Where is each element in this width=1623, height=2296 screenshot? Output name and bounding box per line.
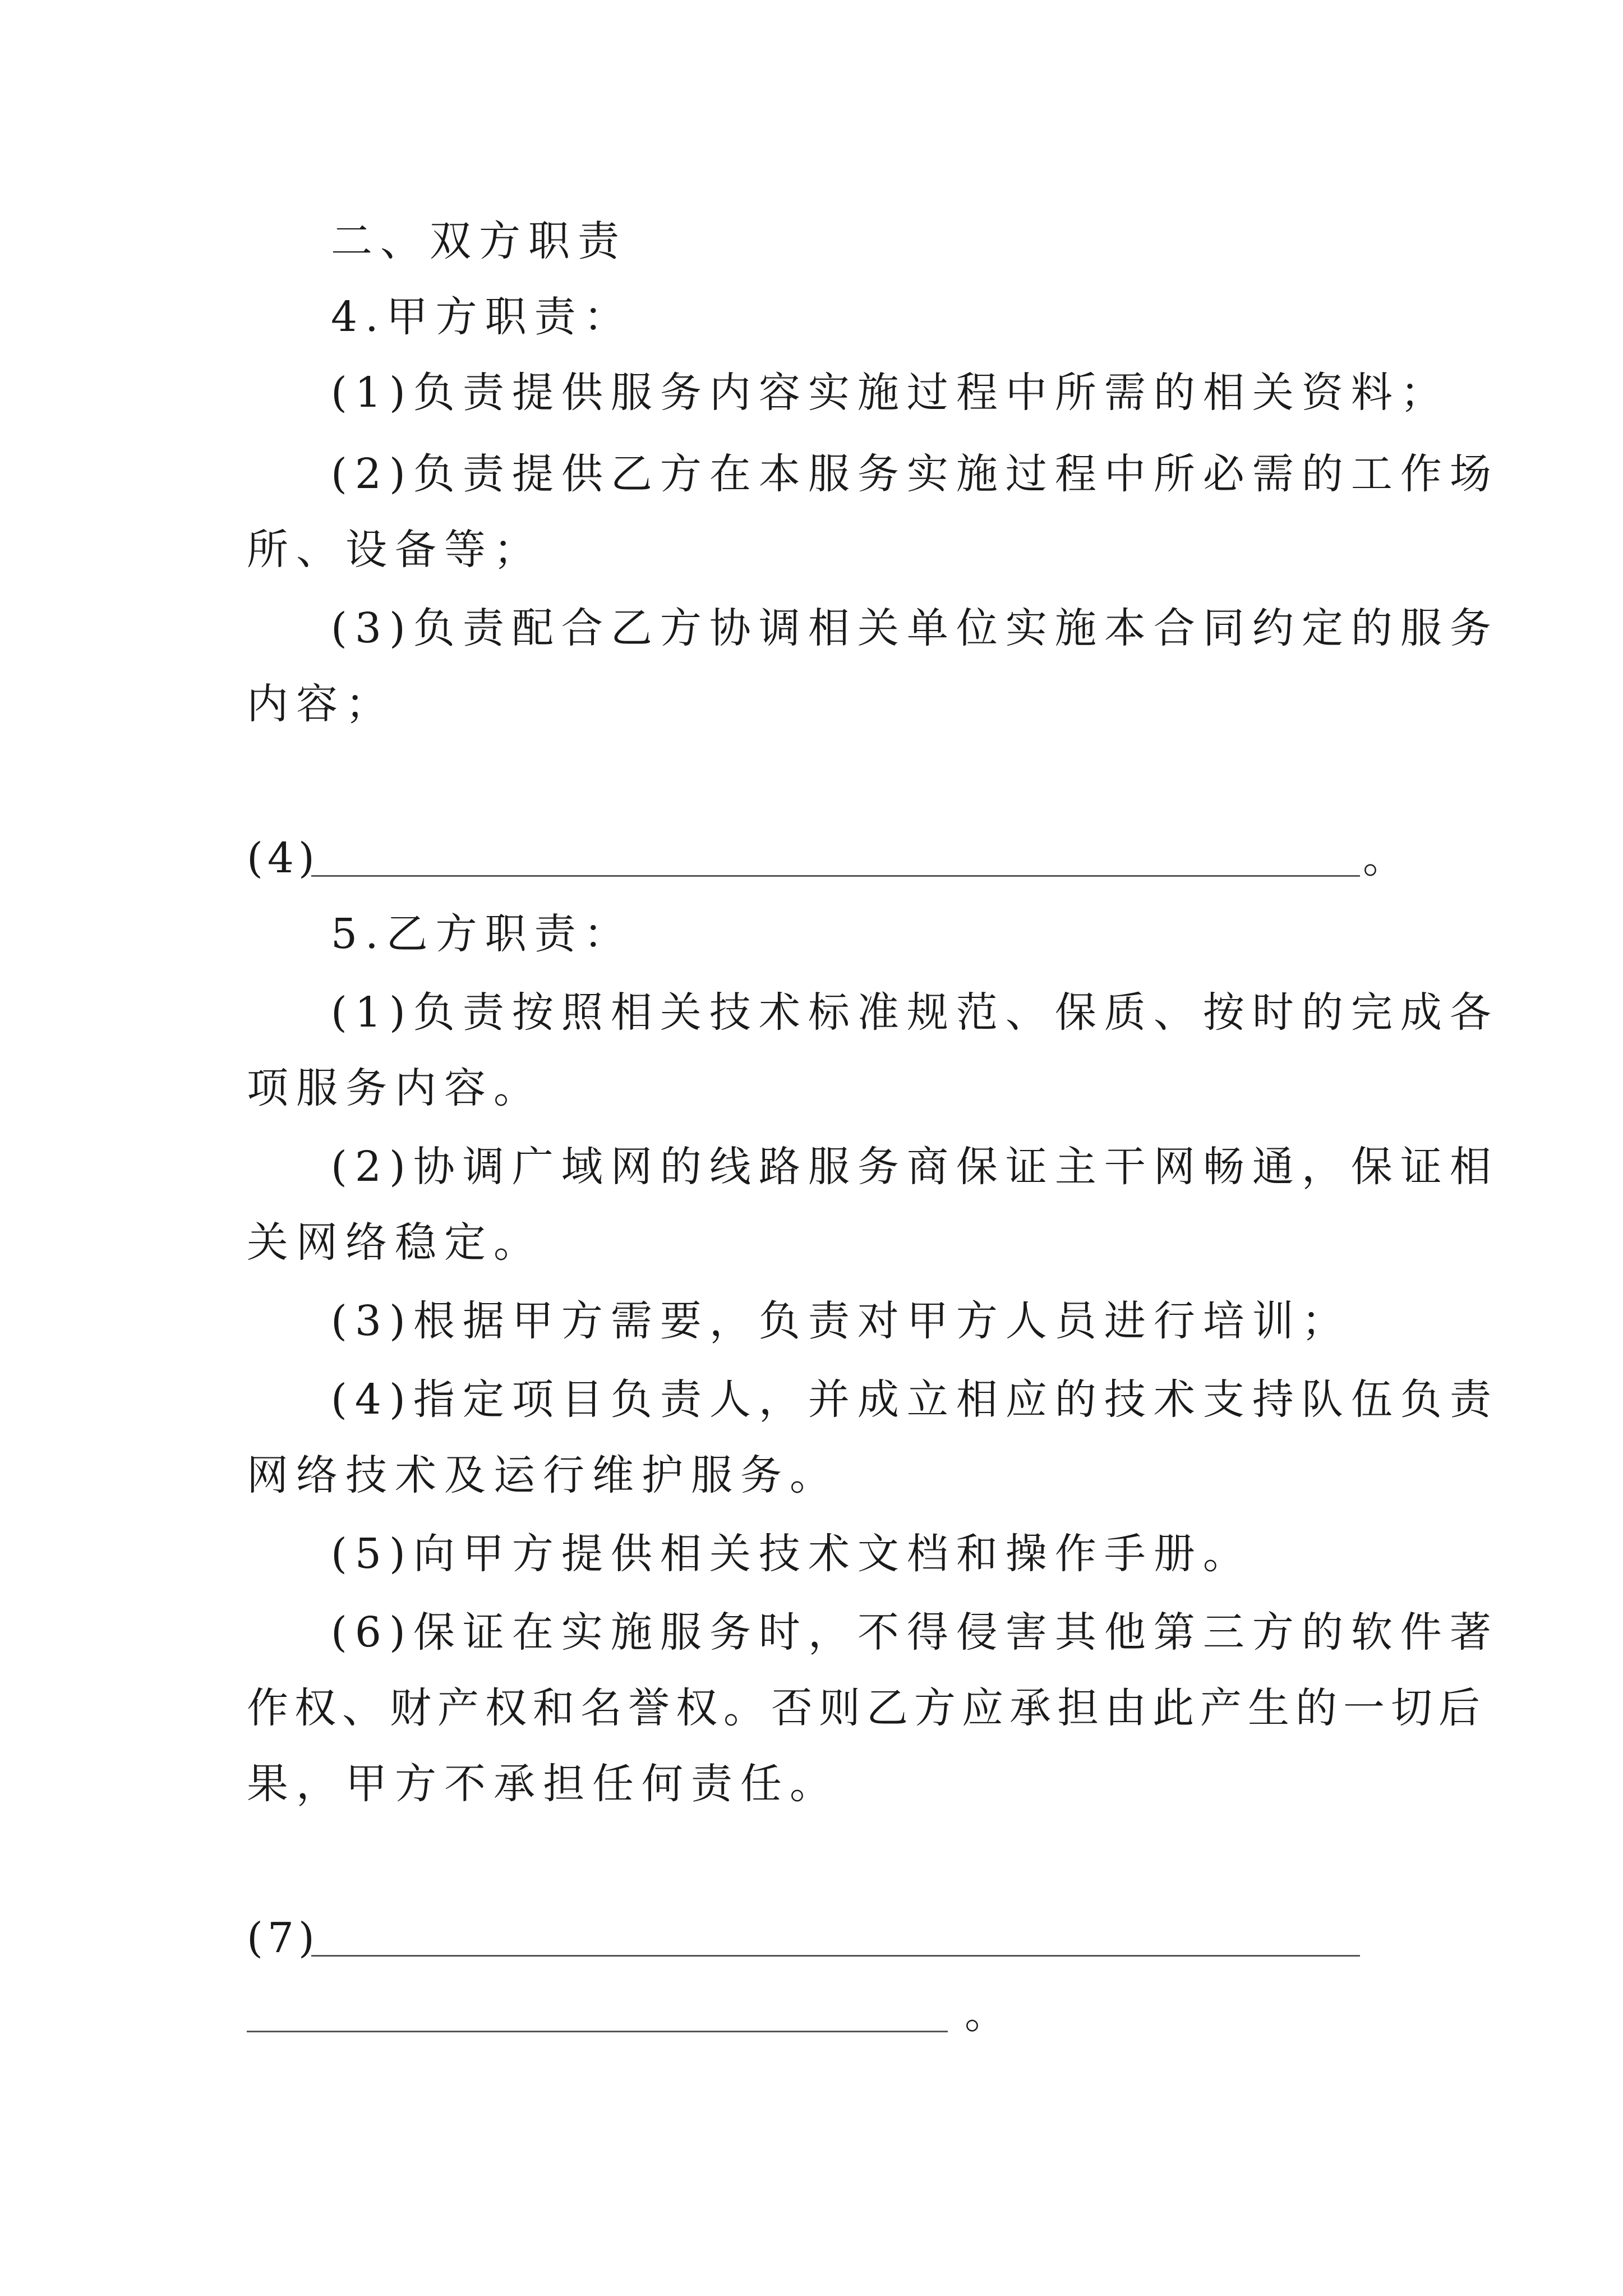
section-title: 二、双方职责 (331, 217, 627, 265)
party-b-item-2: (2)协调广域网的线路服务商保证主干网畅通，保证相 (331, 1143, 1499, 1191)
party-b-blank-end: 。 (965, 1990, 1006, 2038)
party-a-heading: 4.甲方职责： (331, 293, 633, 341)
party-b-item-6: (6)保证在实施服务时，不得侵害其他第三方的软件著 (331, 1608, 1499, 1657)
party-b-heading: 5.乙方职责： (331, 910, 633, 958)
party-b-item-4-cont: 网络技术及运行维护服务。 (247, 1451, 839, 1499)
party-b-blank-label: (7) (247, 1914, 319, 1962)
party-a-blank-end: 。 (1363, 834, 1404, 882)
party-b-item-5: (5)向甲方提供相关技术文档和操作手册。 (331, 1530, 1252, 1578)
party-b-item-3: (3)根据甲方需要，负责对甲方人员进行培训； (331, 1297, 1351, 1345)
party-a-item-2-cont: 所、设备等； (247, 526, 543, 574)
party-a-item-3-cont: 内容； (247, 680, 395, 728)
party-a-item-3: (3)负责配合乙方协调相关单位实施本合同约定的服务 (331, 604, 1499, 652)
party-b-item-1-cont: 项服务内容。 (247, 1064, 543, 1112)
party-a-item-2: (2)负责提供乙方在本服务实施过程中所必需的工作场 (331, 450, 1499, 498)
party-a-item-1: (1)负责提供服务内容实施过程中所需的相关资料； (331, 369, 1450, 417)
party-b-item-4: (4)指定项目负责人，并成立相应的技术支持队伍负责 (331, 1375, 1499, 1424)
party-b-blank-fill-line-1[interactable] (311, 1955, 1360, 1957)
party-b-item-6-cont-1: 作权、财产权和名誉权。否则乙方应承担由此产生的一切后 (247, 1684, 1486, 1732)
party-b-item-6-cont-2: 果，甲方不承担任何责任。 (247, 1760, 839, 1808)
party-b-blank-fill-line-2[interactable] (247, 2031, 948, 2032)
party-a-blank-fill-line[interactable] (311, 875, 1360, 877)
party-b-item-1: (1)负责按照相关技术标准规范、保质、按时的完成各 (331, 988, 1499, 1037)
party-a-blank-label: (4) (247, 834, 319, 882)
party-b-item-2-cont: 关网络稳定。 (247, 1218, 543, 1267)
